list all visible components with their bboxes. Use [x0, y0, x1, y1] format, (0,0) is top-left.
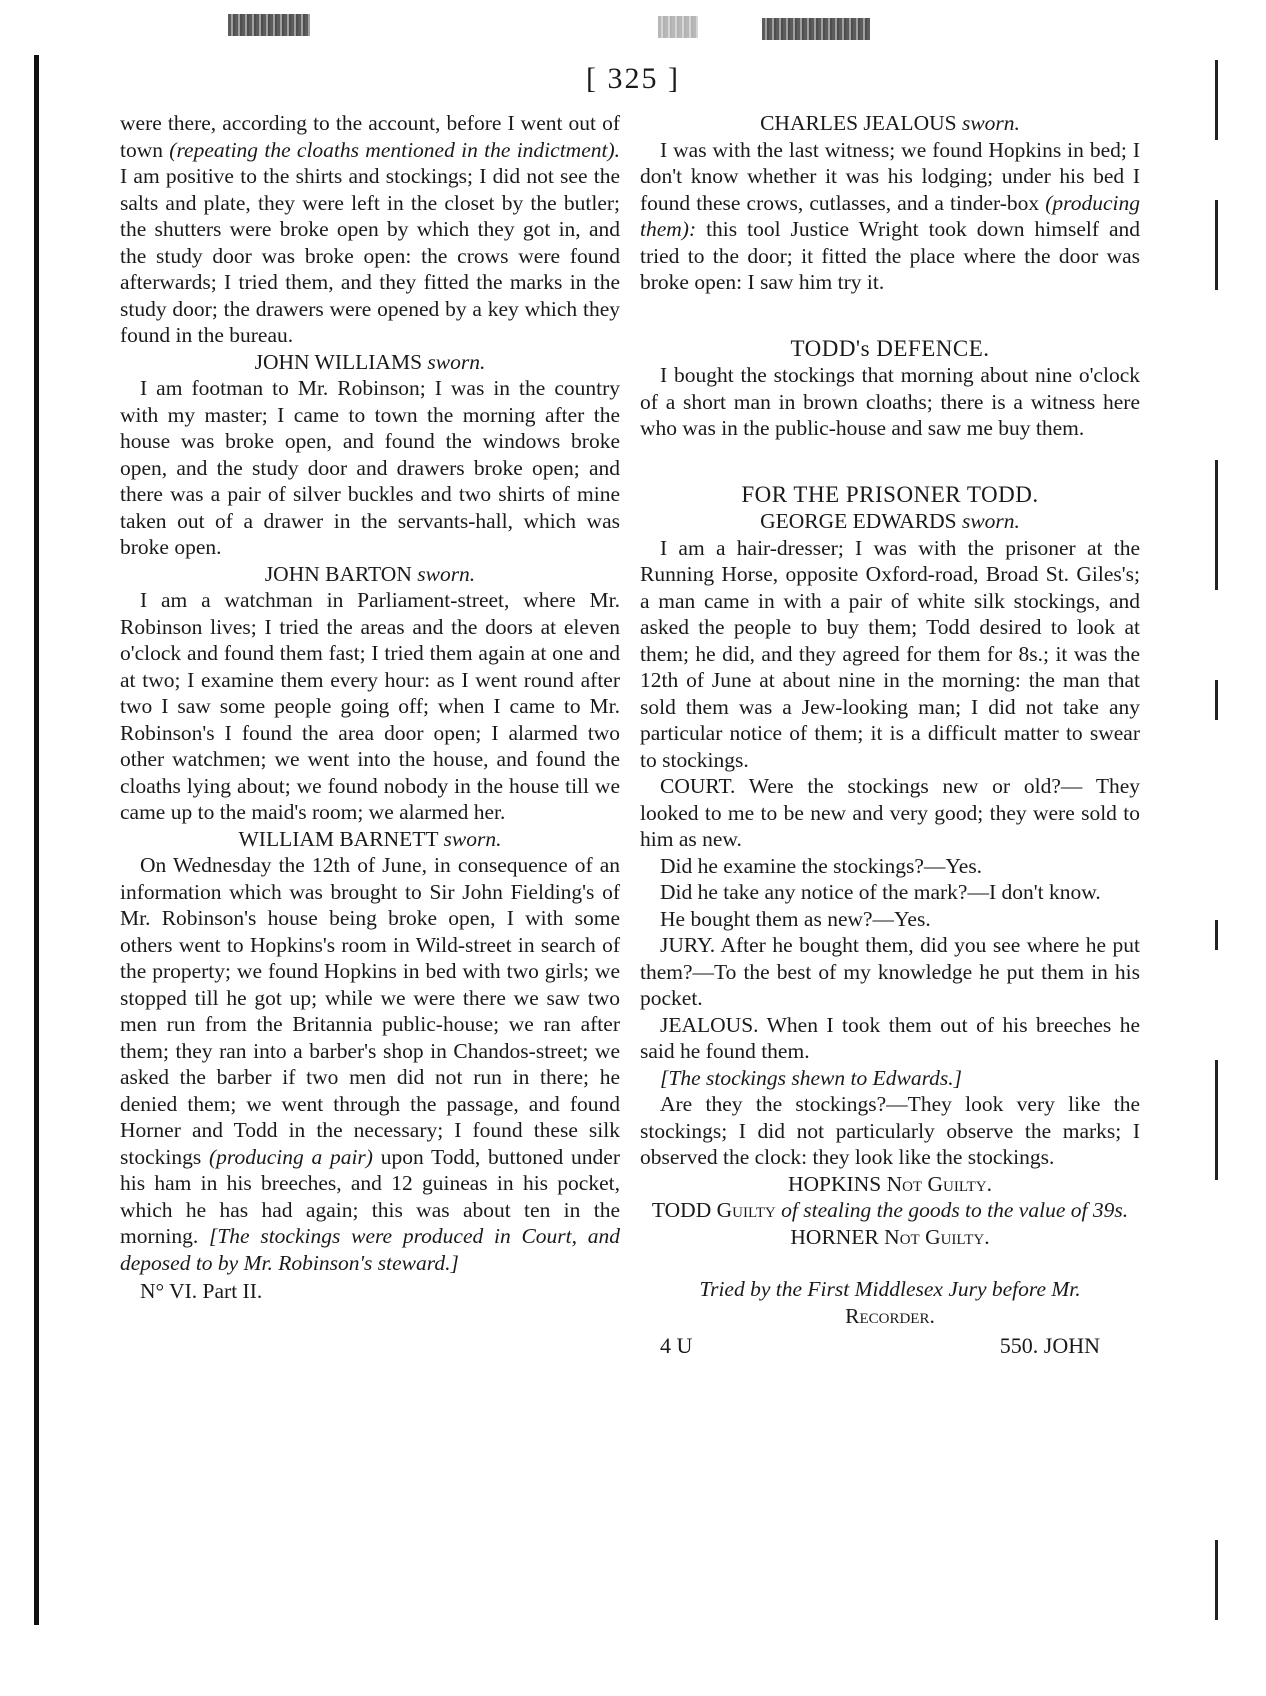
page-number: [ 325 ] — [586, 62, 680, 95]
verdict-hopkins: HOPKINS Not Guilty. — [788, 1171, 992, 1196]
court-question-1: COURT. Were the stockings new or old?— They looked to me to be new and very good; they were sold to him as new. — [640, 774, 1140, 851]
witness-heading-barnett: WILLIAM BARNETT sworn. — [238, 826, 502, 851]
verdict-todd: TODD Guilty of stealing the goods to the value of 39s. — [651, 1198, 1129, 1222]
witness-heading-edwards: GEORGE EDWARDS sworn. — [760, 509, 1020, 533]
court-question-2: Did he examine the stockings?—Yes. — [660, 853, 983, 878]
jury-question: JURY. After he bought them, did you see where he put them?—To the best of my knowledge he put them in his pocket. — [640, 933, 1140, 1010]
testimony-edwards: I am a hair-dresser; I was with the prisoner at the Running Horse, opposite Oxford-road, Broad St. Giles's; a man came in with a pair of white silk stockings, and asked the people to buy them; Todd desired to look at them; he did, and they agreed for them for 8s.; it was the 12th of June at about nine in the morning: the man that sold them was a Jew-looking man; I did not take any particular notice of them; it is a difficult matter to swear to stockings. — [640, 535, 1140, 772]
catchword: 550. JOHN — [999, 1333, 1100, 1358]
testimony-barton: I am a watchman in Parliament-street, where Mr. Robinson lives; I tried the areas and the doors at eleven o'clock and found them fast; I tried them again at one and at two; I examine them every hour: as I went round after two I saw some people going off; when I came to Mr. Robinson's I found the area door open; I alarmed two other watchmen; we went into the house, and found the cloaths lying about; we found nobody in the house till we came up to the maid's room; we alarmed her. — [120, 588, 620, 824]
witness-heading-jealous: CHARLES JEALOUS sworn. — [760, 111, 1020, 135]
edwards-answer: Are they the stockings?—They look very like the stockings; I did not particularly observe the marks; I observed the clock: they look like the stockings. — [640, 1092, 1140, 1169]
witness-heading-barton: JOHN BARTON sworn. — [264, 561, 476, 586]
defence-statement: I bought the stockings that morning about nine o'clock of a short man in brown cloaths; there is a witness here who was in the public-house and saw me buy them. — [640, 363, 1140, 440]
header-ornament-right — [762, 18, 870, 40]
paragraph-continuation: were there, according to the account, before I went out of town (repeating the cloaths mentioned in the indictment). I am positive to the shirts and stockings; I did not see the salts and plate, they were left in the closet by the butler; the shutters were broke open by which they got in, and the study door was broke open: the crows were found afterwards; I tried them, and they fitted the marks in the study door; the drawers were opened by a key which they found in the bureau. — [120, 111, 620, 347]
defence-heading: TODD's DEFENCE. — [790, 335, 990, 361]
signature-mark: 4 U — [660, 1333, 693, 1358]
header-ornament-center — [658, 16, 698, 38]
testimony-williams: I am footman to Mr. Robinson; I was in the country with my master; I came to town the morning after the house was broke open, and found the windows broke open, and the study door and drawers broke open; and there was a pair of silver buckles and two shirts of mine taken out of a drawer in the servants-hall, which was broke open. — [120, 376, 620, 559]
witness-heading-williams: JOHN WILLIAMS sworn. — [254, 349, 486, 374]
volume-part-footer: N° VI. Part II. — [140, 1279, 263, 1303]
left-column — [120, 110, 620, 1305]
testimony-barnett: On Wednesday the 12th of June, in consequence of an information which was brought to Sir John Fielding's of Mr. Robinson's house being broke open, I with some others went to Hopkins's room in Wild-street in search of the property; we found Hopkins in bed with two girls; we stopped till he got up; while we were there we saw two men run from the Britannia public-house; we ran after them; they ran into a barber's shop in Chandos-street; we asked the barber if two men did not run in there; he denied them; we went through the passage, and found Horner and Todd in the necessary; I found these silk stockings (producing a pair) upon Todd, buttoned under his ham in his breeches, and 12 guineas in his pocket, which he has had again; this was about ten in the morning. [The stockings were produced in Court, and deposed to by Mr. Robinson's steward.] — [120, 853, 621, 1275]
scan-edge-bar — [34, 55, 39, 1625]
jealous-statement: JEALOUS. When I took them out of his breeches he said he found them. — [640, 1012, 1140, 1063]
court-question-3: Did he take any notice of the mark?—I don't know. — [660, 880, 1101, 904]
right-column — [640, 110, 1140, 1367]
header-ornament-left — [228, 14, 310, 36]
verdict-horner: HORNER Not Guilty. — [790, 1224, 990, 1249]
for-prisoner-heading: FOR THE PRISONER TODD. — [741, 481, 1039, 507]
tried-by-note: Tried by the First Middlesex Jury before Mr. Recorder. — [699, 1277, 1081, 1328]
stockings-shewn-note: [The stockings shewn to Edwards.] — [660, 1065, 963, 1090]
court-question-4: He bought them as new?—Yes. — [660, 906, 931, 931]
testimony-jealous: I was with the last witness; we found Hopkins in bed; I don't know whether it was his lodging; under his bed I found these crows, cutlasses, and a tinder-box (producing them): this tool Justice Wright took down himself and tried to the door; it fitted the place where the door was broke open: I saw him try it. — [640, 137, 1140, 294]
